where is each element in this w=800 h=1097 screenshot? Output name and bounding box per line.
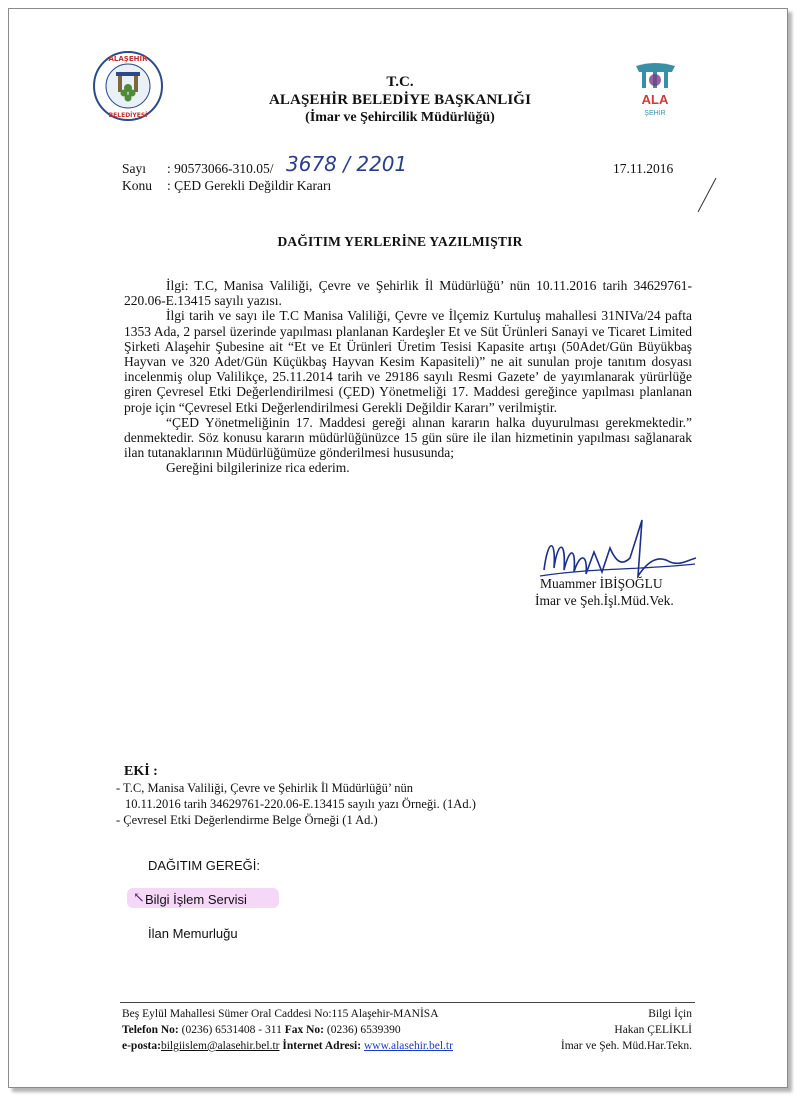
konu-label: Konu	[122, 178, 152, 193]
info-label: Bilgi İçin	[648, 1008, 692, 1020]
header-tc: T.C.	[386, 74, 414, 90]
svg-text:BELEDİYESİ: BELEDİYESİ	[108, 112, 148, 119]
svg-text:ŞEHİR: ŞEHİR	[644, 110, 666, 117]
fax-value: (0236) 6539390	[326, 1024, 401, 1036]
phone-value: (0236) 6531408 - 311	[181, 1024, 282, 1036]
website-link[interactable]: www.alasehir.bel.tr	[363, 1040, 453, 1052]
phone-label: Telefon No:	[122, 1024, 179, 1036]
fax-label: Fax No:	[284, 1024, 324, 1036]
paragraph-announcement: “ÇED Yönetmeliğinin 17. Maddesi gereği alınan kararın halka duyurulması gerekmektedir.” denmektedir. Söz konusu kararın müdürlüğünüzce 15 gün süre ile ilan hizmetinin yapılması sağlanarak ilan tutanaklarının Müdürlüğümüze gönderilmesi hususunda;	[124, 414, 692, 461]
signatory-title: İmar ve Şeh.İşl.Müd.Vek.	[535, 593, 674, 608]
signatory-name: Muammer İBİŞOĞLU	[540, 576, 663, 591]
document-title: DAĞITIM YERLERİNE YAZILMIŞTIR	[277, 234, 523, 249]
info-title: İmar ve Şeh. Müd.Har.Tekn.	[560, 1040, 692, 1052]
sayi-value: : 90573066-310.05/	[167, 161, 274, 176]
paragraph-main: İlgi tarih ve sayı ile T.C Manisa Valiliği, Çevre ve İlçemiz Kurtuluş mahallesi 31NIVa/24 pafta 1353 Ada, 2 parsel üzerinde yapılması planlanan Kardeşler Et ve Süt Ürünleri Sanayi ve Ticaret Limited Şirketi Alaşehir Şubesine ait “Et ve Et Ürünleri Üretim Tesisi Kapasite artışı (50Adet/Gün Büyükbaş Hayvan ve 320 Adet/Gün Küçükbaş Hayvan Kesim Kapasiteli)” ne ait sunulan proje tanıtım dosyası incelenmiş olup Valilikçe, 25.11.2014 tarih ve 29186 sayılı Resmi Gazete’ de yayımlanarak yürürlüğe giren Çevresel Etki Değerlendirilmesi (ÇED) Yönetmeliği 17. Maddesi gereğince yapılması planlanan proje için “Çevresel Etki Değerlendirilmesi Gerekli Değildir Kararı” verilmiştir.	[124, 308, 692, 415]
info-name: Hakan ÇELİKLİ	[614, 1024, 692, 1036]
attachment-line-3: - Çevresel Etki Değerlendirme Belge Örneği (1 Ad.)	[116, 813, 378, 827]
konu-value: : ÇED Gerekli Değildir Kararı	[167, 178, 332, 193]
footer-phone-fax	[122, 1024, 401, 1036]
letter-body	[124, 278, 692, 476]
distribution-heading: DAĞITIM GEREĞİ:	[148, 858, 260, 873]
footer-address: Beş Eylül Mahallesi Sümer Oral Caddesi No:115 Alaşehir-MANİSA	[122, 1008, 439, 1020]
footer-contact	[122, 1040, 453, 1052]
footer-divider	[120, 1002, 695, 1003]
header-department: (İmar ve Şehircilik Müdürlüğü)	[305, 110, 495, 125]
attachment-line-1: - T.C, Manisa Valiliği, Çevre ve Şehirlik İl Müdürlüğü’ nün	[116, 781, 413, 795]
checkmark-icon: ↖	[133, 891, 145, 906]
document-date: 17.11.2016	[613, 161, 674, 176]
attachments-heading: EKİ :	[124, 764, 158, 779]
web-label: İnternet Adresi:	[282, 1040, 362, 1052]
email-label: e-posta:	[122, 1040, 161, 1052]
paragraph-closing: Gereğini bilgilerinize rica ederim.	[166, 460, 350, 476]
email-link[interactable]: bilgiislem@alasehir.bel.tr	[160, 1040, 280, 1052]
distribution-item-2: İlan Memurluğu	[148, 926, 238, 941]
svg-text:ALA: ALA	[641, 92, 669, 107]
distribution-item-1: Bilgi İşlem Servisi	[145, 892, 247, 907]
pen-mark	[692, 176, 722, 216]
attachment-line-2: 10.11.2016 tarih 34629761-220.06-E.13415 sayılı yazı Örneği. (1Ad.)	[125, 797, 476, 811]
header-institution: ALAŞEHİR BELEDİYE BAŞKANLIĞI	[268, 92, 532, 108]
sayi-handwritten: 3678 / 2201	[286, 152, 408, 176]
svg-text:ALAŞEHİR: ALAŞEHİR	[108, 55, 148, 63]
paragraph-ilgi: İlgi: T.C, Manisa Valiliği, Çevre ve Şehirlik İl Müdürlüğü’ nün 10.11.2016 tarih 34629761-220.06-E.13415 sayılı yazısı.	[124, 278, 692, 309]
sayi-label: Sayı	[122, 161, 147, 176]
